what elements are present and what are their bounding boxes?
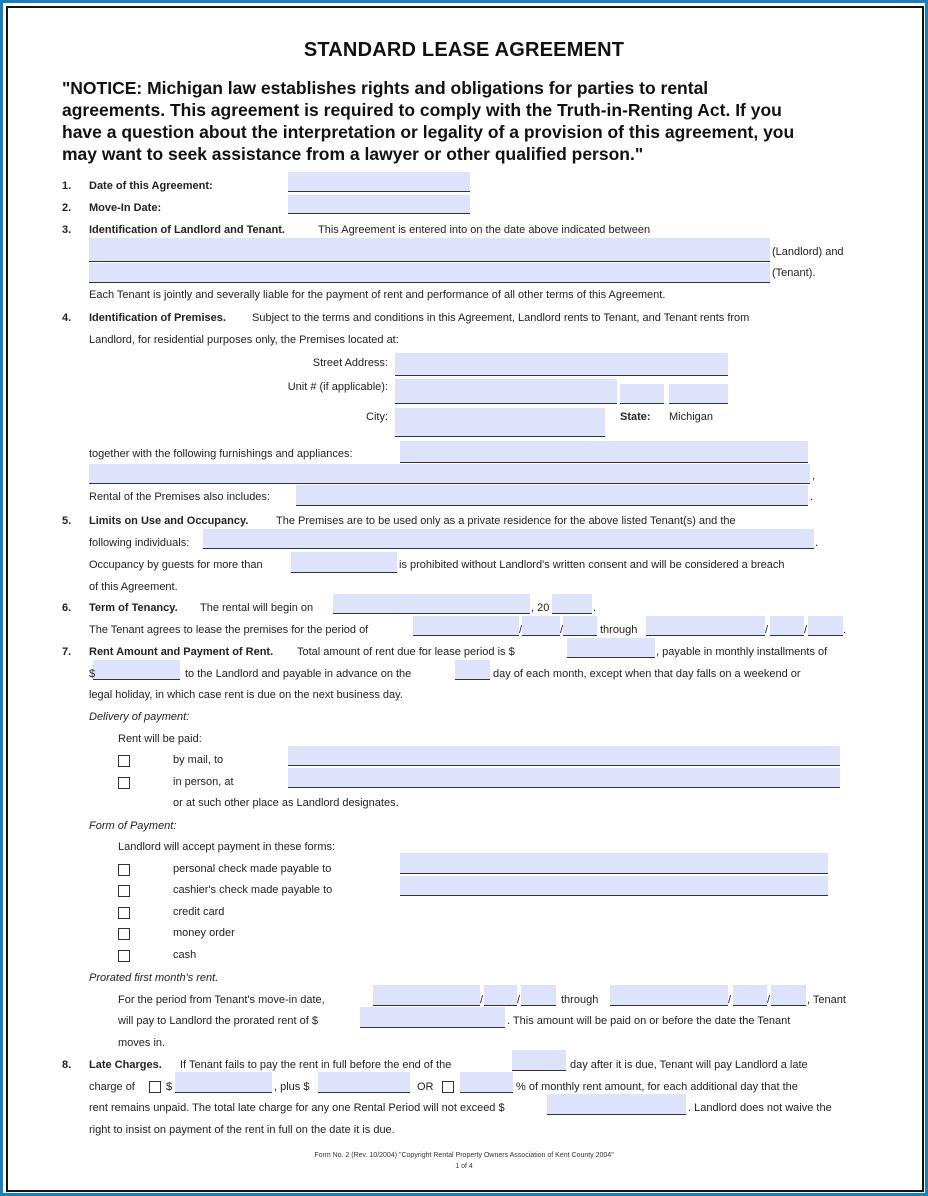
section-heading: Rent Amount and Payment of Rent. bbox=[89, 646, 274, 658]
punctuation: . bbox=[815, 537, 819, 549]
mail-address-field[interactable] bbox=[288, 746, 840, 766]
footer-page-number: 1 of 4 bbox=[455, 1163, 473, 1170]
late-daily-amount-field[interactable] bbox=[318, 1072, 410, 1093]
subheading: Form of Payment: bbox=[89, 820, 177, 832]
section-text: , plus $ bbox=[274, 1081, 310, 1093]
individuals-label: following individuals: bbox=[89, 537, 190, 549]
item-number: 1. bbox=[62, 180, 72, 192]
item-number: 2. bbox=[62, 202, 72, 214]
section-text: of this Agreement. bbox=[89, 581, 178, 593]
punctuation: / bbox=[804, 624, 808, 636]
lease-end-day-field[interactable] bbox=[770, 616, 804, 636]
section-text: , 20 bbox=[531, 602, 550, 614]
section-text: right to insist on payment of the rent in full on the date it is due. bbox=[89, 1124, 395, 1136]
personal-check-payee-field[interactable] bbox=[400, 853, 828, 874]
notice-line: may want to seek assistance from a lawyer or other qualified person." bbox=[62, 144, 644, 164]
punctuation: / bbox=[517, 994, 521, 1006]
item-number: 4. bbox=[62, 312, 72, 324]
punctuation: / bbox=[560, 624, 564, 636]
landlord-label: (Landlord) and bbox=[772, 246, 844, 258]
prorate-start-day-field[interactable] bbox=[484, 985, 517, 1006]
cash-checkbox[interactable] bbox=[118, 950, 130, 962]
lease-end-year-field[interactable] bbox=[808, 616, 843, 636]
punctuation: , bbox=[812, 470, 816, 482]
section-text: OR bbox=[417, 1081, 434, 1093]
option-label: cash bbox=[173, 949, 197, 961]
notice-line: have a question about the interpretation or legality of a provision of this agreement, you bbox=[62, 122, 795, 142]
punctuation: . bbox=[593, 602, 597, 614]
section-text: through bbox=[600, 624, 638, 636]
cashiers-check-checkbox[interactable] bbox=[118, 885, 130, 897]
section-text: , Tenant bbox=[807, 994, 846, 1006]
section-text: day of each month, except when that day falls on a weekend or bbox=[493, 668, 801, 680]
option-label: personal check made payable to bbox=[173, 863, 332, 875]
lease-end-month-field[interactable] bbox=[646, 616, 765, 636]
section-text: The Tenant agrees to lease the premises for the period of bbox=[89, 624, 369, 636]
section-heading: Limits on Use and Occupancy. bbox=[89, 515, 249, 527]
punctuation: / bbox=[767, 994, 771, 1006]
section-text: or at such other place as Landlord designates. bbox=[173, 797, 399, 809]
section-text: rent remains unpaid. The total late charge for any one Rental Period will not exceed $ bbox=[89, 1102, 505, 1114]
section-heading: Identification of Premises. bbox=[89, 312, 226, 324]
personal-check-checkbox[interactable] bbox=[118, 864, 130, 876]
section-text: If Tenant fails to pay the rent in full before the end of the bbox=[180, 1059, 452, 1071]
section-text: Landlord, for residential purposes only, the Premises located at: bbox=[89, 334, 399, 346]
guest-days-field[interactable] bbox=[291, 552, 397, 573]
by-mail-checkbox[interactable] bbox=[118, 755, 130, 767]
punctuation: / bbox=[765, 624, 769, 636]
prorate-start-year-field[interactable] bbox=[521, 985, 556, 1006]
prorate-end-month-field[interactable] bbox=[610, 985, 728, 1006]
tenant-label: (Tenant). bbox=[772, 267, 816, 279]
percent-late-charge-checkbox[interactable] bbox=[442, 1081, 454, 1093]
lease-start-month-field[interactable] bbox=[413, 616, 519, 636]
section-text: day after it is due, Tenant will pay Landlord a late bbox=[570, 1059, 808, 1071]
lease-start-day-field[interactable] bbox=[522, 616, 560, 636]
tenant-name-field[interactable] bbox=[89, 263, 770, 283]
punctuation: / bbox=[480, 994, 484, 1006]
section-text: charge of bbox=[89, 1081, 135, 1093]
state-label: State: bbox=[620, 411, 651, 423]
section-text: , payable in monthly installments of bbox=[656, 646, 828, 658]
unit-extra-field[interactable] bbox=[620, 384, 664, 404]
option-label: money order bbox=[173, 927, 235, 939]
section-text: Rent will be paid: bbox=[118, 733, 202, 745]
section-text: $ bbox=[89, 668, 96, 680]
landlord-name-field[interactable] bbox=[89, 238, 770, 262]
notice-line: agreements. This agreement is required to comply with the Truth-in-Renting Act. If you bbox=[62, 100, 782, 120]
footer-form-number: Form No. 2 (Rev. 10/2004) "Copyright Rental Property Owners Association of Kent County 2004" bbox=[314, 1152, 614, 1159]
section-text: . Landlord does not waive the bbox=[688, 1102, 832, 1114]
prorate-end-year-field[interactable] bbox=[771, 985, 806, 1006]
section-text: Subject to the terms and conditions in this Agreement, Landlord rents to Tenant, and Tenant rents from bbox=[252, 312, 750, 324]
section-text: to the Landlord and payable in advance on the bbox=[185, 668, 412, 680]
flat-late-charge-checkbox[interactable] bbox=[149, 1081, 161, 1093]
furnishings-field-2[interactable] bbox=[89, 464, 810, 484]
late-percent-field[interactable] bbox=[460, 1072, 513, 1093]
due-day-field[interactable] bbox=[455, 660, 490, 680]
prorate-end-day-field[interactable] bbox=[733, 985, 767, 1006]
cashiers-check-payee-field[interactable] bbox=[400, 876, 828, 896]
street-address-label: Street Address: bbox=[312, 357, 388, 369]
also-includes-label: Rental of the Premises also includes: bbox=[89, 491, 270, 503]
section-text: The rental will begin on bbox=[200, 602, 314, 614]
option-label: credit card bbox=[173, 906, 225, 918]
in-person-checkbox[interactable] bbox=[118, 777, 130, 789]
section-text: The Premises are to be used only as a private residence for the above listed Tenant(s) and the bbox=[276, 515, 736, 527]
late-day-field[interactable] bbox=[512, 1050, 566, 1071]
also-includes-field[interactable] bbox=[296, 485, 808, 506]
subheading: Delivery of payment: bbox=[89, 711, 190, 723]
section-text: Landlord will accept payment in these forms: bbox=[118, 841, 336, 853]
item-number: 3. bbox=[62, 224, 72, 236]
section-text: Total amount of rent due for lease period is $ bbox=[297, 646, 515, 658]
item-number: 7. bbox=[62, 646, 72, 658]
begin-year-field[interactable] bbox=[552, 594, 592, 614]
unit-extra-field-2[interactable] bbox=[669, 384, 728, 404]
option-label: in person, at bbox=[173, 776, 234, 788]
item-number: 6. bbox=[62, 602, 72, 614]
punctuation: / bbox=[728, 994, 732, 1006]
subheading: Prorated first month's rent. bbox=[89, 972, 219, 984]
punctuation: . bbox=[843, 624, 847, 636]
item-number: 8. bbox=[62, 1059, 72, 1071]
section-text: legal holiday, in which case rent is due on the next business day. bbox=[89, 689, 403, 701]
section-text: % of monthly rent amount, for each additional day that the bbox=[516, 1081, 798, 1093]
state-value: Michigan bbox=[669, 411, 714, 423]
section-text: moves in. bbox=[118, 1037, 166, 1049]
section-text: $ bbox=[166, 1081, 173, 1093]
section-text: will pay to Landlord the prorated rent of $ bbox=[118, 1015, 318, 1027]
option-label: by mail, to bbox=[173, 754, 224, 766]
begin-date-field[interactable] bbox=[333, 594, 530, 614]
section-text: . This amount will be paid on or before the date the Tenant bbox=[507, 1015, 791, 1027]
money-order-checkbox[interactable] bbox=[118, 928, 130, 940]
punctuation: . bbox=[810, 491, 814, 503]
document-title: STANDARD LEASE AGREEMENT bbox=[303, 39, 625, 61]
furnishings-label: together with the following furnishings and appliances: bbox=[89, 448, 353, 460]
street-address-field[interactable] bbox=[395, 353, 728, 376]
prorated-rent-field[interactable] bbox=[360, 1007, 505, 1028]
city-field[interactable] bbox=[395, 408, 605, 437]
section-text: For the period from Tenant's move-in date, bbox=[118, 994, 325, 1006]
monthly-installment-field[interactable] bbox=[93, 660, 180, 680]
agreement-date-field[interactable] bbox=[288, 172, 470, 192]
item-number: 5. bbox=[62, 515, 72, 527]
move-in-date-field[interactable] bbox=[288, 195, 470, 214]
credit-card-checkbox[interactable] bbox=[118, 907, 130, 919]
option-label: cashier's check made payable to bbox=[173, 884, 333, 896]
punctuation: / bbox=[519, 624, 523, 636]
city-label: City: bbox=[366, 411, 388, 423]
unit-label: Unit # (if applicable): bbox=[287, 381, 388, 393]
section-heading: Term of Tenancy. bbox=[89, 602, 178, 614]
section-text: through bbox=[561, 994, 599, 1006]
notice-line: "NOTICE: Michigan law establishes rights and obligations for parties to rental bbox=[62, 78, 709, 98]
individuals-field[interactable] bbox=[203, 529, 814, 549]
in-person-address-field[interactable] bbox=[288, 768, 840, 788]
agreement-date-label: Date of this Agreement: bbox=[89, 180, 213, 192]
section-text: Each Tenant is jointly and severally liable for the payment of rent and performance of all other terms of this Agreement. bbox=[89, 289, 666, 301]
lease-start-year-field[interactable] bbox=[563, 616, 597, 636]
move-in-date-label: Move-In Date: bbox=[89, 202, 162, 214]
furnishings-field[interactable] bbox=[400, 441, 808, 463]
prorate-start-month-field[interactable] bbox=[373, 985, 480, 1006]
section-text: This Agreement is entered into on the date above indicated between bbox=[318, 224, 651, 236]
late-charge-amount-field[interactable] bbox=[175, 1072, 272, 1093]
section-text: Occupancy by guests for more than bbox=[89, 559, 263, 571]
unit-field[interactable] bbox=[395, 379, 617, 404]
late-charge-max-field[interactable] bbox=[547, 1094, 686, 1115]
section-heading: Identification of Landlord and Tenant. bbox=[89, 224, 285, 236]
section-text: is prohibited without Landlord's written consent and will be considered a breach bbox=[399, 559, 785, 571]
section-heading: Late Charges. bbox=[89, 1059, 162, 1071]
total-rent-field[interactable] bbox=[567, 638, 655, 658]
